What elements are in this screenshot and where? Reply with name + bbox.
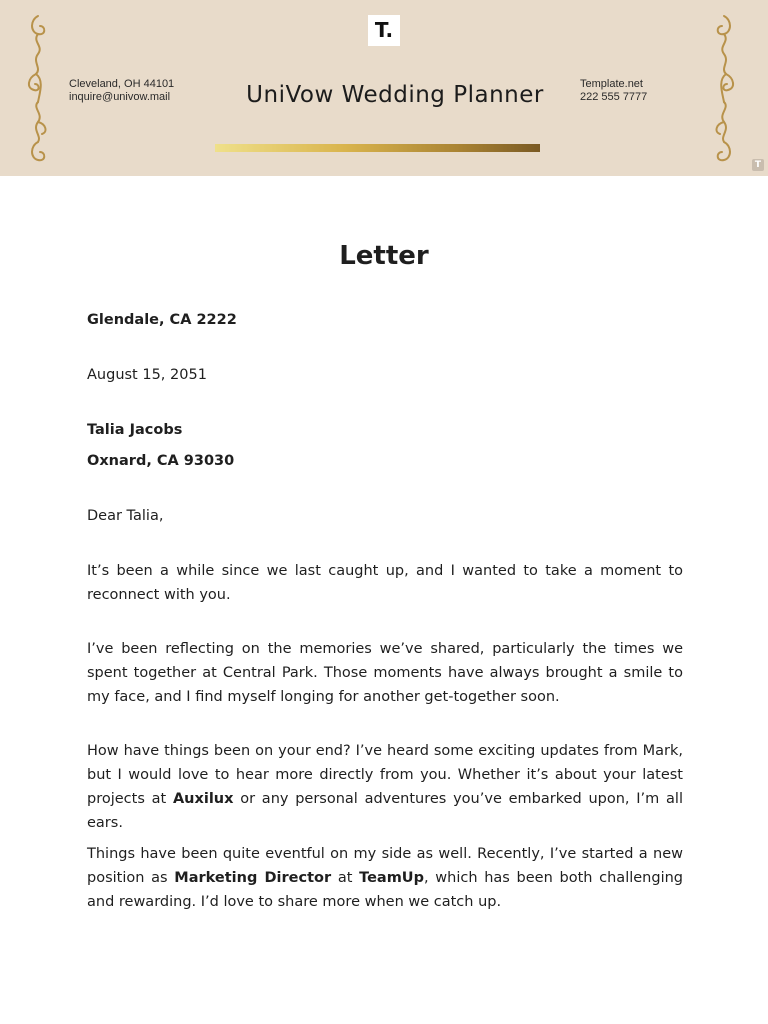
letterhead <box>0 0 768 176</box>
job-title: Marketing Director <box>174 870 332 886</box>
body-paragraph-4 <box>87 842 683 914</box>
paragraph-3-text-b: or any personal adventures you’ve embarked upon, I’m all ears. <box>87 791 683 831</box>
brand-name: UniVow Wedding Planner <box>246 82 544 108</box>
ornament-scroll-left-icon <box>18 12 58 164</box>
body-paragraph-2: I’ve been reflecting on the memories we’ve shared, particularly the times we spent together at Central Park. Those moments have always brought a smile to my face, and I find myself longing for another get-together soon. <box>87 641 683 705</box>
ornament-scroll-right-icon <box>704 12 744 164</box>
template-badge-icon: T <box>752 159 764 171</box>
contact-block-right <box>580 78 647 104</box>
letter-date: August 15, 2051 <box>87 367 207 383</box>
company-address: Cleveland, OH 44101 <box>69 78 175 90</box>
company-email: inquire@univow.mail <box>69 91 171 103</box>
paragraph-3-text-a: How have things been on your end? I’ve heard some exciting updates from Mark, but I would love to hear more directly from you. Whether it’s about your latest projects at <box>87 743 683 807</box>
company-phone: 222 555 7777 <box>580 91 648 103</box>
body-paragraph-3 <box>87 739 683 835</box>
body-paragraph-1: It’s been a while since we last caught up, and I wanted to take a moment to reconnect with you. <box>87 563 683 603</box>
paragraph-4-text-c: , which has been both challenging and rewarding. I’d love to share more when we catch up. <box>87 870 683 910</box>
recipient-name: Talia Jacobs <box>87 422 183 438</box>
salutation: Dear Talia, <box>87 508 164 524</box>
contact-block-left <box>69 78 174 104</box>
recipient-address: Oxnard, CA 93030 <box>87 453 235 469</box>
company-teamup: TeamUp <box>359 870 424 886</box>
sender-address: Glendale, CA 2222 <box>87 312 237 328</box>
paragraph-4-text-a: Things have been quite eventful on my side as well. Recently, I’ve started a new position as <box>87 846 683 886</box>
paragraph-4-text-b: at <box>331 870 360 886</box>
brand-logo: T. <box>368 15 400 46</box>
company-website: Template.net <box>580 78 643 90</box>
gold-divider-bar <box>215 144 540 152</box>
document-title: Letter <box>339 241 429 271</box>
company-auxilux: Auxilux <box>172 791 234 807</box>
